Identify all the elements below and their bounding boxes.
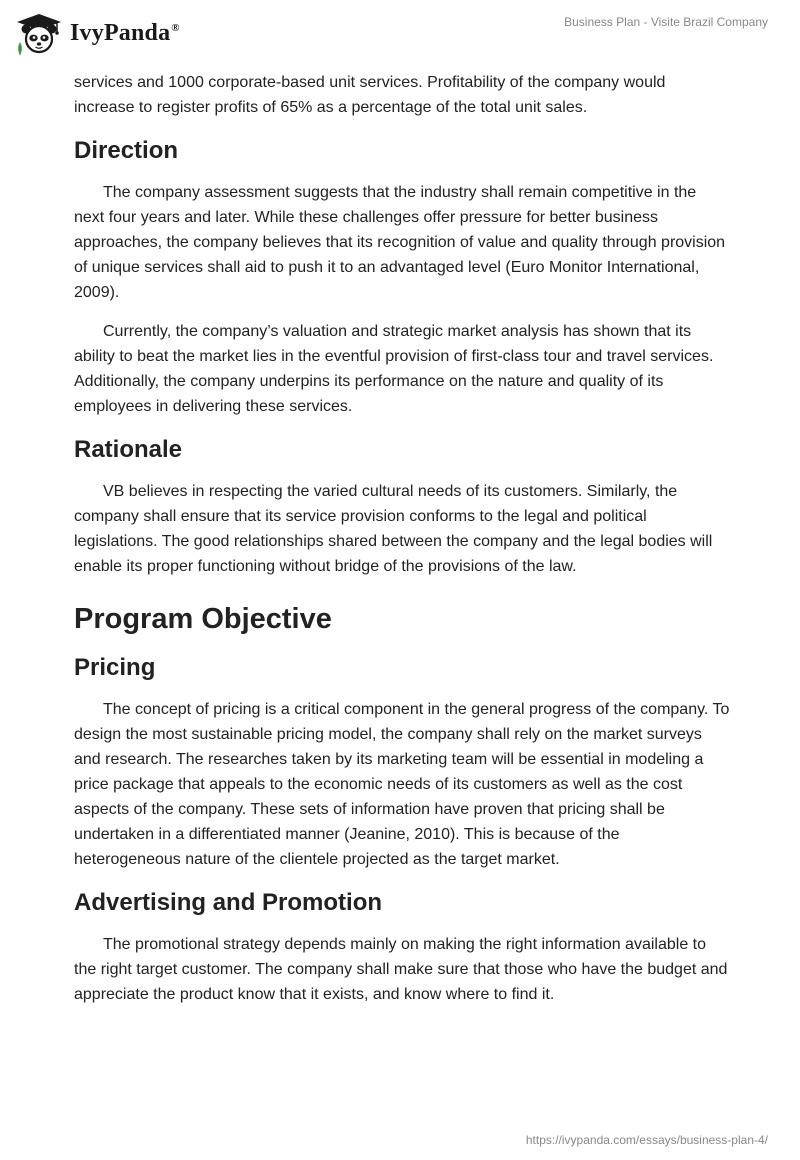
- direction-heading: Direction: [74, 137, 179, 164]
- direction-paragraph-1: The company assessment suggests that the industry shall remain competitive in the next four years and later. While these challenges offer pressure for better business approaches, the company believes that its recognition of value and quality through provision of unique services shall aid to push it to an advantaged level (Euro Monitor International, 2009).: [74, 184, 726, 301]
- logo-wordmark: [70, 20, 180, 47]
- registered-mark: ®: [171, 21, 180, 34]
- advertising-heading: Advertising and Promotion: [74, 889, 383, 916]
- rationale-paragraph: VB believes in respecting the varied cultural needs of its customers. Similarly, the company shall ensure that its service provision conforms to the legal and political legislations. The good relationships shared between the company and the legal bodies will enable its proper functioning without bridge of the provisions of the law.: [74, 483, 713, 575]
- essay-body: [74, 70, 730, 1021]
- direction-paragraph-2: Currently, the company’s valuation and strategic market analysis has shown that its ability to beat the market lies in the eventful provision of first-class tour and travel services. Additionally, the company underpins its performance on the nature and quality of its employees in delivering these services.: [74, 323, 714, 415]
- rationale-heading: Rationale: [74, 436, 183, 463]
- source-url-link[interactable]: https://ivypanda.com/essays/business-plan-4/: [525, 1133, 768, 1147]
- brand-name: IvyPanda: [70, 19, 171, 46]
- pricing-heading: Pricing: [74, 654, 156, 681]
- panda-logo-icon: [14, 8, 64, 58]
- pricing-paragraph: The concept of pricing is a critical component in the general progress of the company. To design the most sustainable pricing model, the company shall rely on the market surveys and research. The researches taken by its marketing team will be essential in modeling a price package that appeals to the economic needs of its customers as well as the cost aspects of the company. These sets of information have proven that pricing shall be undertaken in a differentiated manner (Jeanine, 2010). This is because of the heterogeneous nature of the clientele projected as the target market.: [74, 701, 730, 868]
- advertising-paragraph: The promotional strategy depends mainly on making the right information available to the right target customer. The company shall make sure that those who have the budget and appreciate the product know that it exists, and know where to find it.: [74, 936, 728, 1003]
- program-objective-heading: Program Objective: [74, 603, 332, 635]
- document-title: Business Plan - Visite Brazil Company: [564, 15, 768, 29]
- intro-paragraph: services and 1000 corporate-based unit services. Profitability of the company would increase to register profits of 65% as a percentage of the total unit sales.: [74, 74, 666, 116]
- page-header: [0, 0, 800, 72]
- ivypanda-logo[interactable]: [14, 8, 180, 58]
